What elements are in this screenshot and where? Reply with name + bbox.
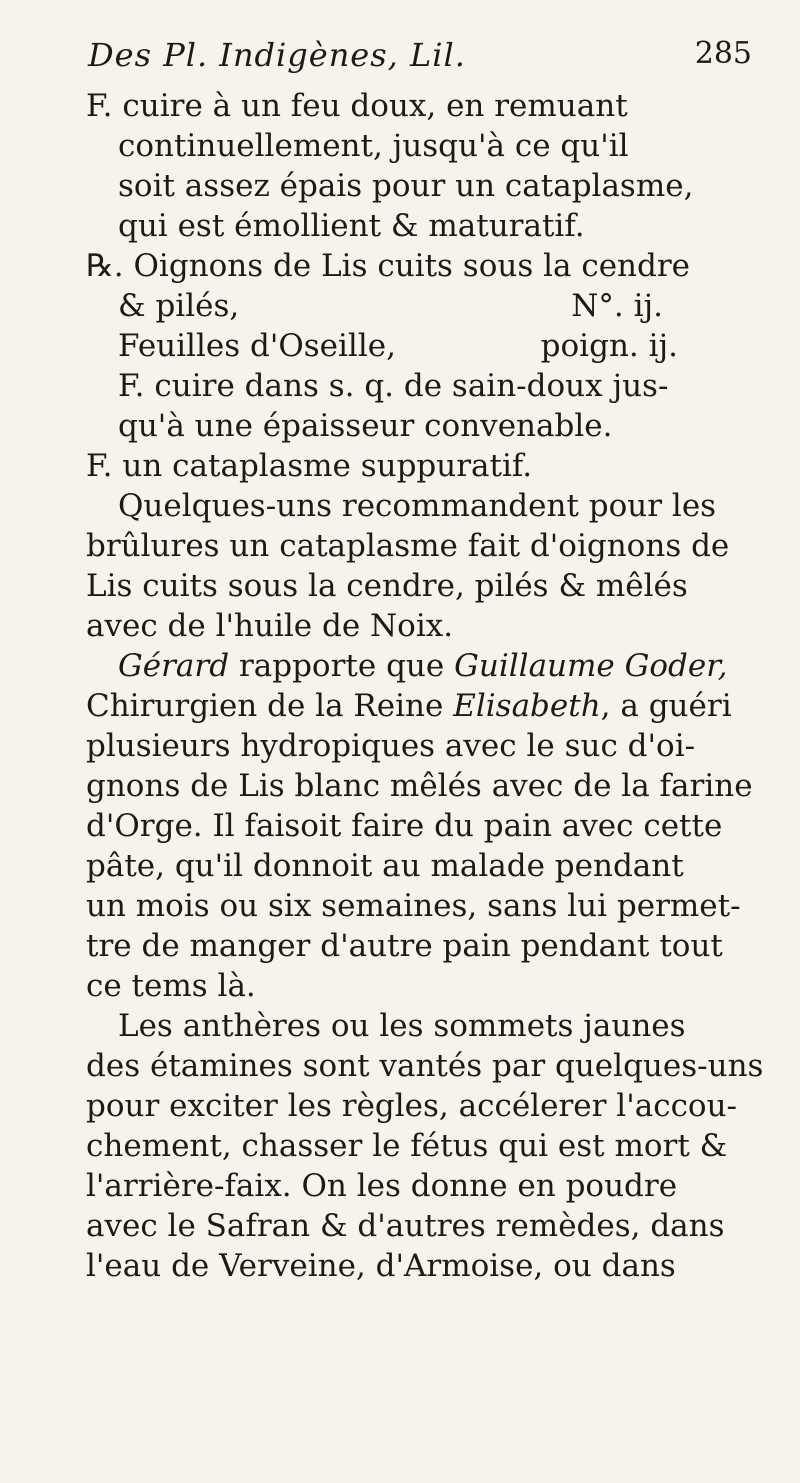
running-header	[88, 36, 752, 80]
recipe-quantity: poign. ij.	[540, 328, 678, 364]
text-line: plusieurs hydropiques avec le suc d'oi-	[86, 728, 696, 764]
text-line: pâte, qu'il donnoit au malade pendant	[86, 848, 684, 884]
text-line	[118, 646, 728, 686]
text-line: ce tems là.	[86, 968, 256, 1004]
recipe-quantity: N°. ij.	[571, 288, 663, 324]
text-line: pour exciter les règles, accélerer l'accou-	[86, 1088, 738, 1124]
text-line: avec le Safran & d'autres remèdes, dans	[86, 1208, 725, 1244]
recipe-item: & pilés,	[118, 288, 240, 324]
person-name: Guillaume Goder,	[454, 648, 728, 684]
text-line: F. cuire à un feu doux, en remuant	[86, 88, 628, 124]
recipe-line	[118, 326, 678, 366]
text-line: Lis cuits sous la cendre, pilés & mêlés	[86, 568, 688, 604]
text-line: chement, chasser le fétus qui est mort &	[86, 1128, 728, 1164]
page-number: 285	[694, 36, 752, 71]
text-line: gnons de Lis blanc mêlés avec de la farine	[86, 768, 753, 804]
text-fragment: rapporte que	[238, 648, 445, 684]
text-line: brûlures un cataplasme fait d'oignons de	[86, 528, 730, 564]
text-fragment: , a guéri	[600, 688, 732, 724]
text-line: tre de manger d'autre pain pendant tout	[86, 928, 723, 964]
text-line: F. cuire dans s. q. de sain-doux jus-	[118, 368, 669, 404]
text-fragment: Chirurgien de la Reine	[86, 688, 444, 724]
text-line: soit assez épais pour un cataplasme,	[118, 168, 694, 204]
text-line: ℞. Oignons de Lis cuits sous la cendre	[86, 248, 691, 284]
author-name: Gérard	[118, 648, 230, 684]
text-line: qui est émollient & maturatif.	[118, 208, 585, 244]
text-line	[86, 686, 732, 726]
text-line: qu'à une épaisseur convenable.	[118, 408, 613, 444]
text-line: Quelques-uns recommandent pour les	[118, 488, 717, 524]
text-line: continuellement, jusqu'à ce qu'il	[118, 128, 629, 164]
text-line: un mois ou six semaines, sans lui permet-	[86, 888, 741, 924]
text-line: F. un cataplasme suppuratif.	[86, 448, 533, 484]
text-line: des étamines sont vantés par quelques-uns	[86, 1048, 764, 1084]
person-name: Elisabeth	[453, 688, 601, 724]
recipe-item: Feuilles d'Oseille,	[118, 328, 396, 364]
running-title: Des Pl. Indigènes, Lil.	[88, 36, 466, 74]
text-line: l'arrière-faix. On les donne en poudre	[86, 1168, 678, 1204]
text-line: Les anthères ou les sommets jaunes	[118, 1008, 686, 1044]
recipe-line	[118, 286, 663, 326]
text-line: d'Orge. Il faisoit faire du pain avec cette	[86, 808, 723, 844]
text-line: avec de l'huile de Noix.	[86, 608, 454, 644]
text-line: l'eau de Verveine, d'Armoise, ou dans	[86, 1248, 676, 1284]
